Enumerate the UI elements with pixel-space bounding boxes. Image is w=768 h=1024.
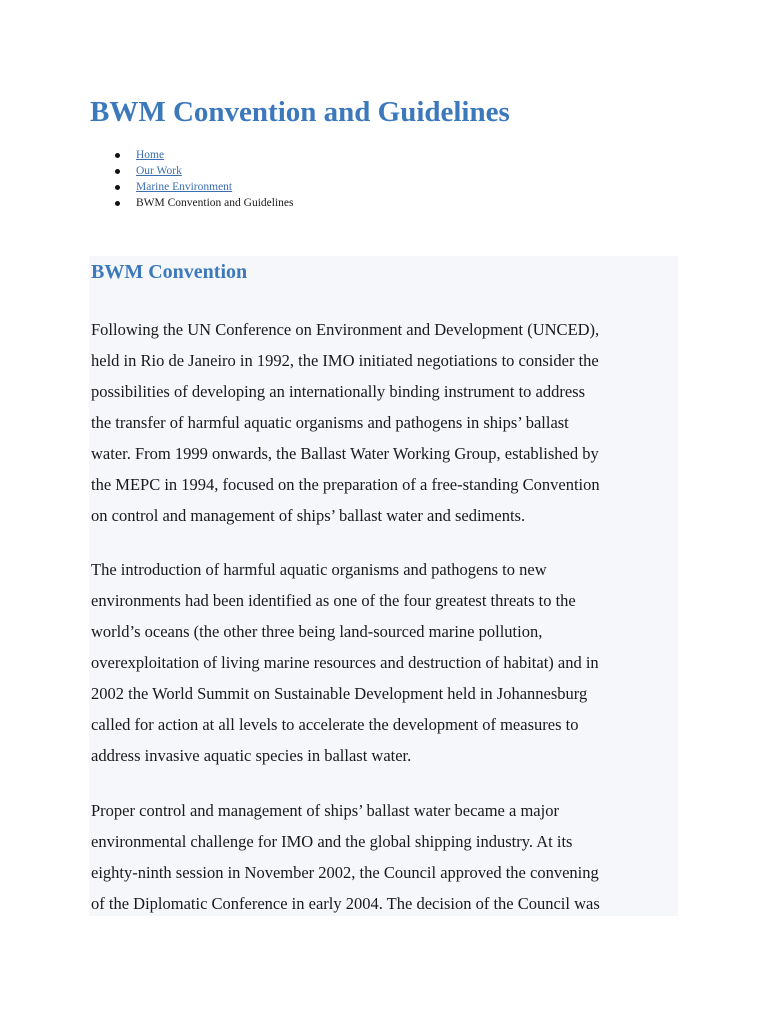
section-heading: BWM Convention xyxy=(91,261,248,283)
breadcrumb-current-page: BWM Convention and Guidelines xyxy=(136,197,294,209)
text-line: Proper control and management of ships’ ballast water became a major xyxy=(91,801,559,820)
text-line: environmental challenge for IMO and the global shipping industry. At its xyxy=(91,832,573,851)
text-line: the MEPC in 1994, focused on the preparation of a free-standing Convention xyxy=(91,475,600,494)
text-line: environments had been identified as one of the four greatest threats to the xyxy=(91,591,576,610)
breadcrumb-link-our-work[interactable]: Our Work xyxy=(136,165,182,177)
text-line: eighty-ninth session in November 2002, the Council approved the convening xyxy=(91,863,599,882)
paragraph-2 xyxy=(91,554,678,771)
text-line: possibilities of developing an internationally binding instrument to address xyxy=(91,382,586,401)
text-line: water. From 1999 onwards, the Ballast Water Working Group, established by xyxy=(91,444,599,463)
breadcrumb-link-home[interactable]: Home xyxy=(136,149,165,161)
text-line: on control and management of ships’ ballast water and sediments. xyxy=(91,506,526,525)
breadcrumb-item-current xyxy=(90,195,293,211)
text-line: held in Rio de Janeiro in 1992, the IMO initiated negotiations to consider the xyxy=(91,351,599,370)
text-line: overexploitation of living marine resources and destruction of habitat) and in xyxy=(91,653,599,672)
breadcrumb xyxy=(90,147,293,211)
breadcrumb-item-marine-environment xyxy=(90,179,293,195)
paragraph-3 xyxy=(91,795,678,916)
text-line: 2002 the World Summit on Sustainable Development held in Johannesburg xyxy=(91,684,588,703)
breadcrumb-item-our-work xyxy=(90,163,293,179)
text-line: the transfer of harmful aquatic organisms and pathogens in ships’ ballast xyxy=(91,413,569,432)
paragraph-1 xyxy=(91,314,678,531)
page-title: BWM Convention and Guidelines xyxy=(90,96,510,128)
breadcrumb-link-marine-environment[interactable]: Marine Environment xyxy=(136,181,233,193)
text-line: Following the UN Conference on Environment and Development (UNCED), xyxy=(91,320,600,339)
text-line: world’s oceans (the other three being land-sourced marine pollution, xyxy=(91,622,543,641)
text-line: called for action at all levels to accelerate the development of measures to xyxy=(91,715,579,734)
breadcrumb-item-home xyxy=(90,147,293,163)
content-section xyxy=(89,256,678,916)
text-line: address invasive aquatic species in ballast water. xyxy=(91,746,412,765)
text-line: The introduction of harmful aquatic organisms and pathogens to new xyxy=(91,560,547,579)
text-line: of the Diplomatic Conference in early 2004. The decision of the Council was xyxy=(91,894,600,913)
